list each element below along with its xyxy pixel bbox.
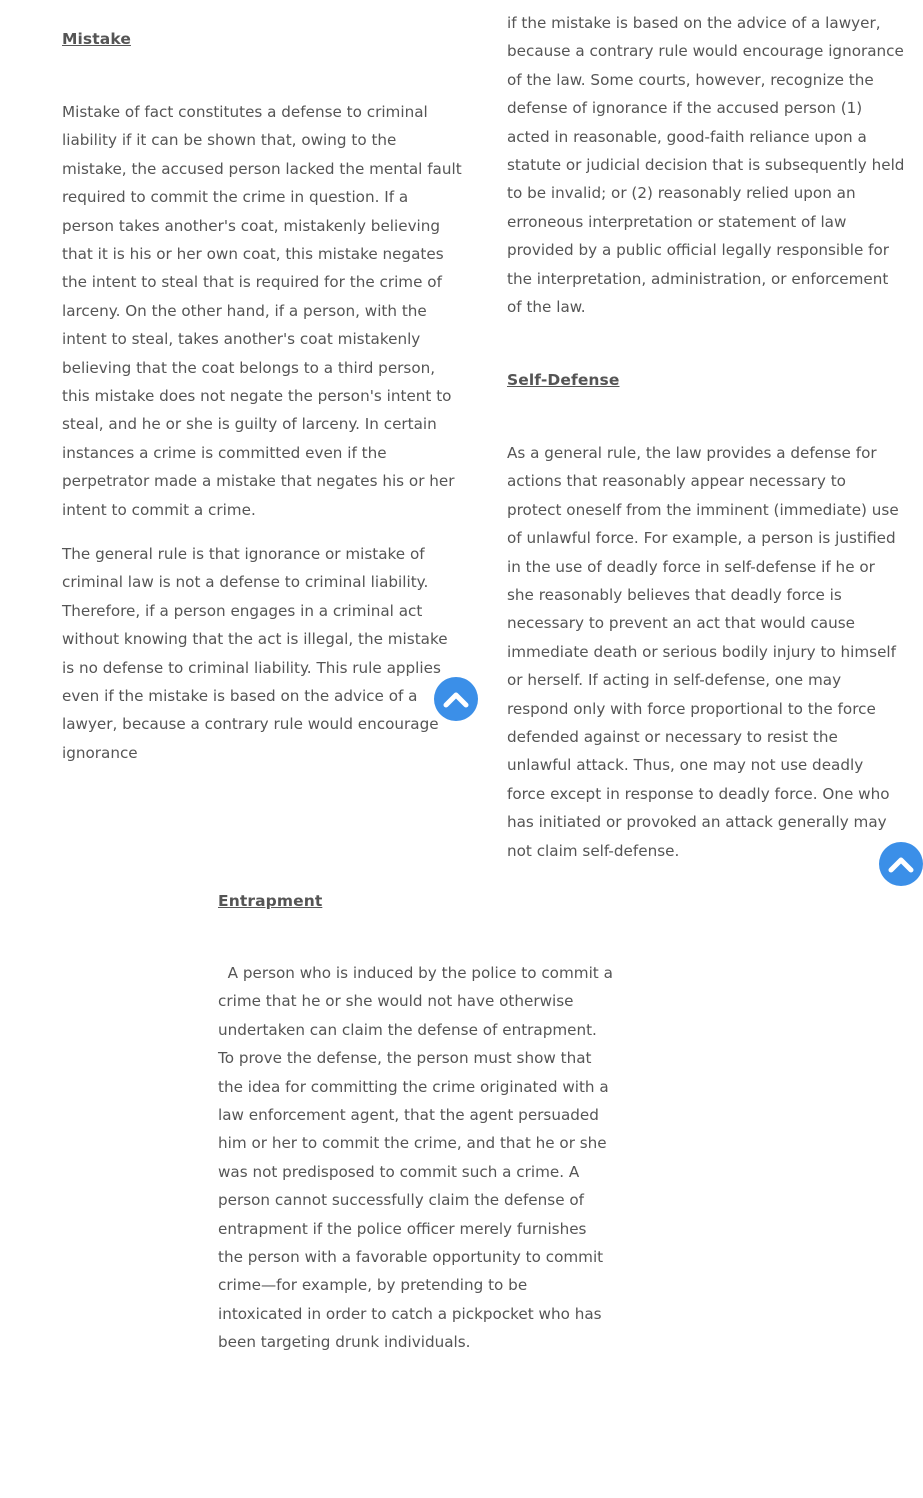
chevron-up-icon <box>443 689 469 709</box>
chevron-up-icon <box>888 854 914 874</box>
self-defense-heading: Self-Defense <box>507 371 620 389</box>
entrapment-heading: Entrapment <box>218 892 323 910</box>
mistake-heading: Mistake <box>62 30 131 48</box>
entrapment-paragraph: A person who is induced by the police to commit a crime that he or she would not have otherwise undertaken can claim the defense of entrapment. To prove the defense, the person must show that the idea for committing the crime originated with a law enforcement agent, that the agent persuaded him or her to commit the crime, and that he or she was not predisposed to commit such a crime. A person cannot successfully claim the defense of entrapment if the police officer merely furnishes the person with a favorable opportunity to commit crime—for example, by pretending to be intoxicated in order to catch a pickpocket who has been targeting drunk individuals. <box>218 964 613 1352</box>
scroll-to-top-button-right[interactable] <box>879 842 923 886</box>
mistake-paragraph-2: The general rule is that ignorance or mistake of criminal law is not a defense to criminal liability. Therefore, if a person engages in a criminal act without knowing that the act is illegal, the mistake is no defense to criminal liability. This rule applies even if the mistake is based on the advice of a lawyer, because a contrary rule would encourage ignorance <box>62 545 448 762</box>
mistake-paragraph-continued: if the mistake is based on the advice of a lawyer, because a contrary rule would encourage ignorance of the law. Some courts, however, recognize the defense of ignorance if the accused person (1) acted in reasonable, good-faith reliance upon a statute or judicial decision that is subsequently held to be invalid; or (2) reasonably relied upon an erroneous interpretation or statement of law provided by a public official legally responsible for the interpretation, administration, or enforcement of the law. <box>507 14 905 317</box>
scroll-to-top-button[interactable] <box>434 677 478 721</box>
self-defense-paragraph: As a general rule, the law provides a defense for actions that reasonably appear necessary to protect oneself from the imminent (immediate) use of unlawful force. For example, a person is justified in the use of deadly force in self-defense if he or she reasonably believes that deadly force is necessary to prevent an act that would cause immediate death or serious bodily injury to himself or herself. If acting in self-defense, one may respond only with force proportional to the force defended against or necessary to resist the unlawful attack. Thus, one may not use deadly force except in response to deadly force. One who has initiated or provoked an attack generally may not claim self-defense. <box>507 444 899 860</box>
mistake-paragraph-1: Mistake of fact constitutes a defense to criminal liability if it can be shown that, owing to the mistake, the accused person lacked the mental fault required to commit the crime in question. If a person takes another's coat, mistakenly believing that it is his or her own coat, this mistake negates the intent to steal that is required for the crime of larceny. On the other hand, if a person, with the intent to steal, takes another's coat mistakenly believing that the coat belongs to a third person, this mistake does not negate the person's intent to steal, and he or she is guilty of larceny. In certain instances a crime is committed even if the perpetrator made a mistake that negates his or her intent to commit a crime. <box>62 103 462 519</box>
